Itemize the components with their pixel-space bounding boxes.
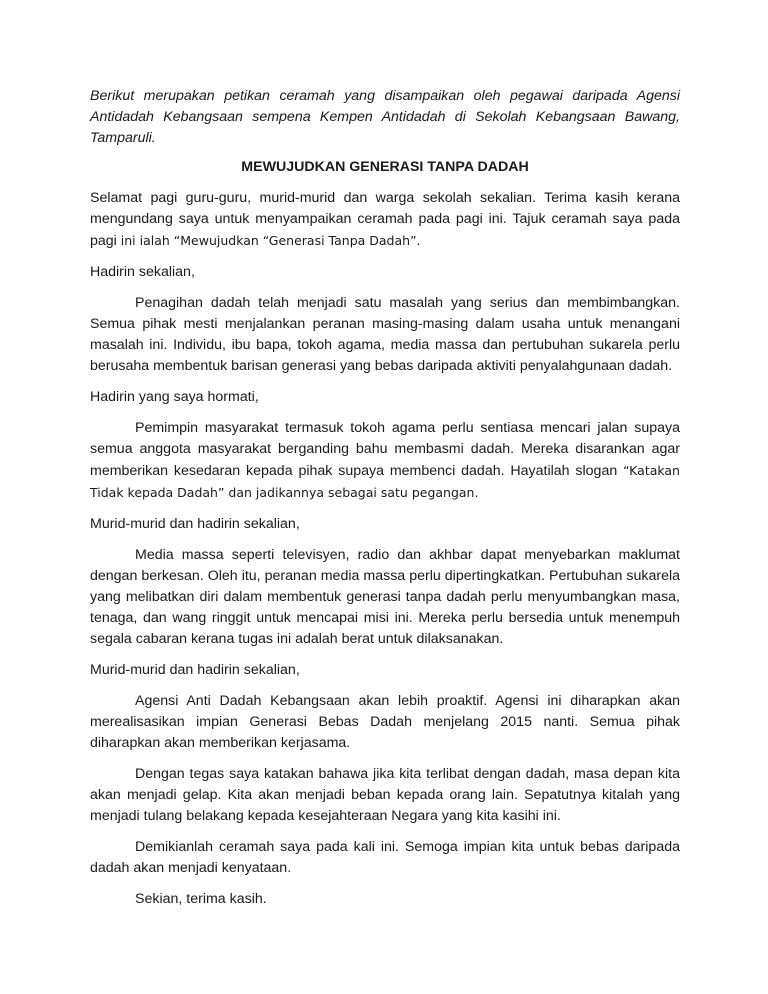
document-page (90, 86, 680, 920)
salutation-hormati: Hadirin yang saya hormati, (90, 389, 259, 405)
opening-paragraph (90, 188, 680, 252)
paragraph-media-massa: Media massa seperti televisyen, radio dan akhbar dapat menyebarkan maklumat dengan berkesan. Oleh itu, peranan media massa perlu dipertingkatkan. Pertubuhan sukarela yang melibatkan diri dalam membentuk generasi tanpa dadah perlu menyumbangkan masa, tenaga, dan wang ringgit untuk mencapai misi ini. Mereka perlu bersedia untuk menempuh segala cabaran kerana tugas ini adalah berat untuk dilaksanakan. (90, 547, 680, 647)
paragraph-pemimpin (90, 418, 680, 504)
paragraph-pemimpin-main: Pemimpin masyarakat termasuk tokoh agama perlu sentiasa mencari jalan supaya semua anggota masyarakat berganding bahu membasmi dadah. Mereka disarankan agar memberikan kesedaran kepada pihak supaya membenci dadah. Hayatilah slogan (90, 420, 680, 479)
paragraph-tegas: Dengan tegas saya katakan bahawa jika kita terlibat dengan dadah, masa depan kita akan menjadi gelap. Kita akan menjadi beban kepada orang lain. Sepatutnya kitalah yang menjadi tulang belakang kepada kesejahteraan Negara yang kita kasihi ini. (90, 766, 680, 824)
closing-text: Sekian, terima kasih. (135, 891, 267, 907)
salutation-murid-2: Murid-murid dan hadirin sekalian, (90, 662, 300, 678)
salutation-hadirin: Hadirin sekalian, (90, 264, 195, 280)
paragraph-penagihan: Penagihan dadah telah menjadi satu masalah yang serius dan membimbangkan. Semua pihak mesti menjalankan peranan masing-masing dalam usaha untuk menangani masalah ini. Individu, ibu bapa, tokoh agama, media massa dan pertubuhan sukarela perlu berusaha membentuk barisan generasi yang bebas daripada aktiviti penyalahgunaan dadah. (90, 295, 680, 374)
slogan-text: “Katakan Tidak kepada Dadah” dan jadikannya sebagai satu pegangan. (90, 463, 680, 500)
paragraph-agensi: Agensi Anti Dadah Kebangsaan akan lebih proaktif. Agensi ini diharapkan akan merealisasikan impian Generasi Bebas Dadah menjelang 2015 nanti. Semua pihak diharapkan akan memberikan kerjasama. (90, 693, 680, 751)
paragraph-demikianlah: Demikianlah ceramah saya pada kali ini. Semoga impian kita untuk bebas daripada dadah akan menjadi kenyataan. (90, 839, 680, 876)
intro-text: Berikut merupakan petikan ceramah yang disampaikan oleh pegawai daripada Agensi Antidadah Kebangsaan sempena Kempen Antidadah di Sekolah Kebangsaan Bawang, Tamparuli. (90, 88, 680, 146)
opening-paragraph-main: Selamat pagi guru-guru, murid-murid dan warga sekolah sekalian. Terima kasih kerana mengundang saya untuk menyampaikan ceramah pada pagi ini. Tajuk ceramah saya pada pagi (90, 190, 680, 249)
opening-paragraph-tail: ini ialah “Mewujudkan “Generasi Tanpa Dadah”. (120, 233, 421, 248)
salutation-murid-1: Murid-murid dan hadirin sekalian, (90, 516, 300, 532)
document-title: MEWUJUDKAN GENERASI TANPA DADAH (241, 159, 529, 175)
